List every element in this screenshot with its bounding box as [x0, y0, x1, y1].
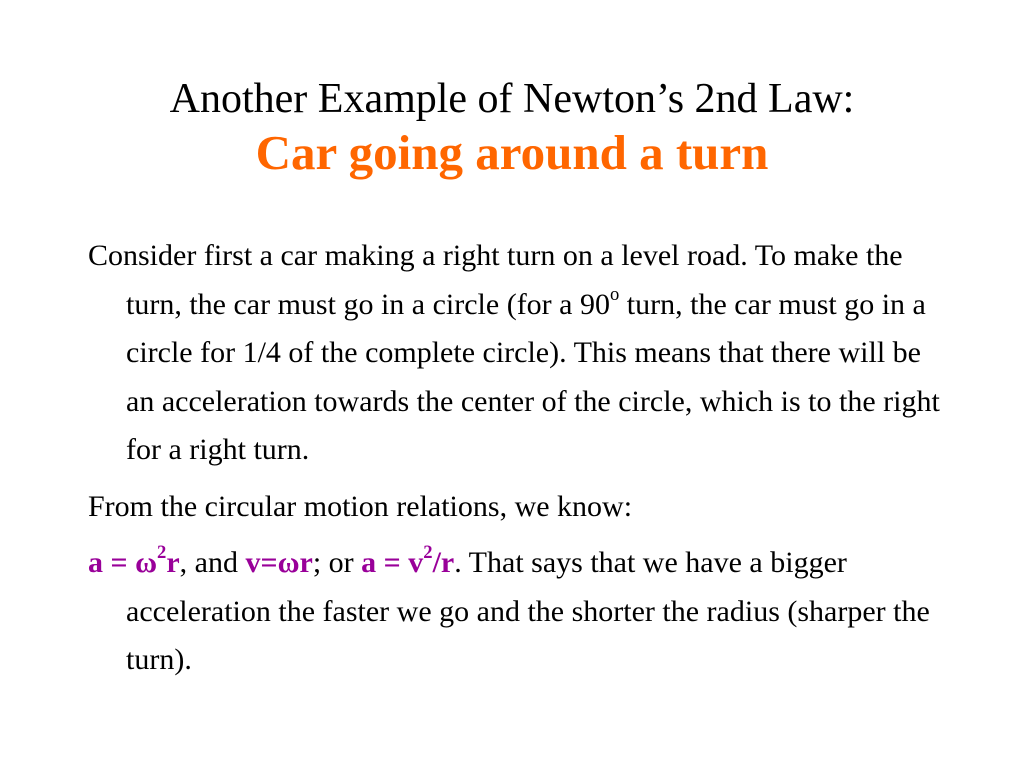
- equation-a-omega-r: [88, 542, 180, 579]
- equation-a-omega-r-exponent: 2: [157, 542, 167, 564]
- paragraph-equations-text: . That says that we have a bigger acceleration the faster we go and the shorter the radius (sharper the turn).: [126, 546, 930, 676]
- equation-separator-or: ; or: [312, 546, 362, 579]
- equation-a-v-squared-r-part-a: a = v: [361, 546, 424, 579]
- slide-body: [88, 232, 948, 685]
- equation-a-v-squared-r-exponent: 2: [423, 542, 433, 564]
- equation-a-v-squared-r-part-b: /r: [432, 546, 455, 579]
- equation-v-omega-r: v=ωr: [245, 546, 313, 579]
- equation-separator-and: , and: [179, 546, 246, 579]
- paragraph-circular-motion: From the circular motion relations, we know:: [88, 489, 633, 523]
- paragraph-car-turn: [88, 232, 948, 475]
- equation-a-v-squared-r: [361, 542, 455, 579]
- equation-a-omega-r-part-a: a = ω: [88, 546, 158, 579]
- paragraph-car-turn-text-a: Consider first a car making a right turn on a level road. To make the turn, the car must go in a circle (for a 90: [88, 239, 903, 321]
- paragraph-equations: [88, 539, 948, 685]
- equation-a-omega-r-part-b: r: [166, 546, 180, 579]
- slide-title: [0, 74, 1024, 182]
- title-main: Another Example of Newton’s 2nd Law:: [169, 76, 855, 122]
- degree-superscript: o: [609, 283, 620, 305]
- paragraph-car-turn-text-b: turn, the car must go in a circle for 1/4 of the complete circle). This means that there will be an acceleration towards the center of the circle, which is to the right for a right turn.: [126, 287, 940, 466]
- title-subtitle: Car going around a turn: [255, 125, 769, 180]
